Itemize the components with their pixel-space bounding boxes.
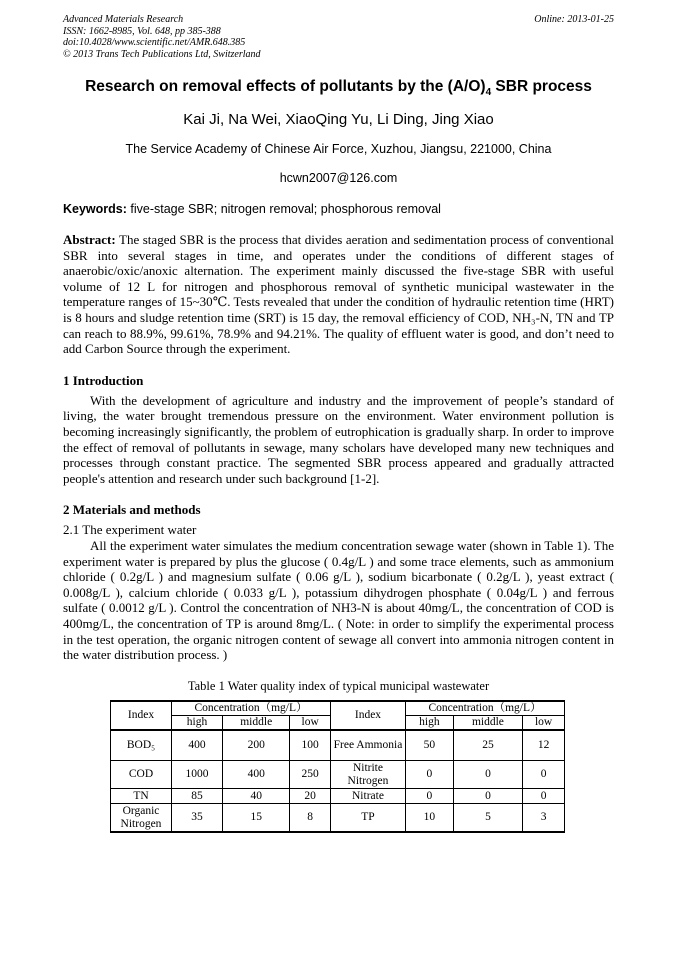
value-cell: 1000 [172,761,223,789]
value-cell: 12 [523,730,565,761]
value-cell: 8 [290,804,331,832]
index-header-right: Index [330,701,405,730]
copyright-line: © 2013 Trans Tech Publications Ltd, Switzerland [63,48,261,60]
value-cell: 50 [405,730,453,761]
online-date: Online: 2013-01-25 [534,14,614,25]
row-index-left: TN [111,789,172,804]
table-row [111,761,565,789]
paper-title: Research on removal effects of pollutants by the $(A/O)_4$ SBR process [85,78,592,99]
row-index-left: BOD₅ [111,730,172,761]
section-heading-materials: 2 Materials and methods [63,502,201,518]
row-index-right: Nitrite Nitrogen [330,761,405,789]
level-low: low [290,715,331,730]
table-row [111,789,565,804]
subsection-heading-water: 2.1 The experiment water [63,522,197,538]
value-cell: 0 [453,761,522,789]
value-cell: 35 [172,804,223,832]
doi-line: doi:10.4028/www.scientific.net/AMR.648.385 [63,37,246,48]
value-cell: 10 [405,804,453,832]
value-cell: 85 [172,789,223,804]
value-cell: 25 [453,730,522,761]
level-high: high [172,715,223,730]
table-caption: Table 1 Water quality index of typical municipal wastewater [187,678,490,693]
abstract-label: Abstract: [63,232,116,248]
contact-email[interactable]: hcwn2007@126.com [279,171,398,186]
journal-header [63,14,614,64]
experiment-water-paragraph: All the experiment water simulates the medium concentration sewage water (shown in Table 1). The experiment water is prepared by plus the glucose ( 0.4g/L ) and some trace elements, such as ammonium chloride ( 0.2g/L ) and magnesium sulfate ( 0.06 g/L ), sodium bicarbonate ( 0.2g/L ), yeast extract ( 0.008g/L ), calcium chloride ( 0.033 g/L ), potassium dihydrogen phosphate ( 0.04g/L ) and ferrous sulfate ( 0.0012 g/L ). Control the concentration of NH3-N is about 40mg/L, the concentration of COD is 400mg/L, the concentration of TP is around 8mg/L. ( Note: in order to simplify the experimental process in the test operation, the organic nitrogen content of sewage all convert into ammonia nitrogen content in the water distribution process. ) [63,538,614,663]
value-cell: 250 [290,761,331,789]
introduction-paragraph: With the development of agriculture and industry and the improvement of people’s standard of living, the water brought tremendous pressure on the environment. Water environment pollution is becoming increasingly significantly, the problem of eutrophication is gradually sharp. In order to improve the effect of removal of pollutants in sewage, many scholars have developed many new techniques and processes through constant practice. The segmented SBR process appeared and gradually attracted people's attention and research under such background [1-2]. [63,392,614,486]
value-cell: 0 [405,789,453,804]
table-row [111,730,565,761]
value-cell: 200 [223,730,290,761]
value-cell: 0 [405,761,453,789]
row-index-right: Nitrate [330,789,405,804]
row-index-left: COD [111,761,172,789]
concentration-header-left: Concentration（mg/L） [172,701,331,716]
value-cell: 0 [523,761,565,789]
keywords-label: Keywords: [63,202,127,217]
affiliation: The Service Academy of Chinese Air Force, Xuzhou, Jiangsu, 221000, China [125,142,552,157]
value-cell: 0 [523,789,565,804]
issn-line: ISSN: 1662-8985, Vol. 648, pp 385-388 [63,25,221,37]
row-index-left: Organic Nitrogen [111,804,172,832]
section-heading-introduction: 1 Introduction [63,372,144,388]
abstract: Abstract: The staged SBR is the process that divides aeration and sedimentation process of conventional SBR into several stages in time, and operates under the conditions of different stages of anaerobic/oxic/anoxic alternation. The experiment mainly discussed the five-stage SBR with useful volume of 12 L for nitrogen and phosphorous removal of synthetic municipal wastewater in the temperature ranges of 15~30℃. Tests revealed that under the condition of hydraulic retention time (HRT) is 8 hours and sludge retention time (SRT) is 15 day, the removal efficiency of COD, NH₃-N, TN and TP can reach to 88.9%, 99.61%, 78.9% and 94.21%. The quality of effluent water is good, and don’t need to add Carbon Source through the experiment. [63,232,614,357]
value-cell: 40 [223,789,290,804]
table-header-row [111,701,565,716]
index-header-left: Index [111,701,172,730]
water-quality-table [110,700,565,833]
row-index-right: Free Ammonia [330,730,405,761]
concentration-header-right: Concentration（mg/L） [405,701,564,716]
value-cell: 100 [290,730,331,761]
level-middle: middle [223,715,290,730]
value-cell: 400 [223,761,290,789]
author-list: Kai Ji, Na Wei, XiaoQing Yu, Li Ding, Jing Xiao [183,111,494,129]
table-row [111,804,565,832]
value-cell: 15 [223,804,290,832]
paper-page [63,14,614,833]
value-cell: 3 [523,804,565,832]
level-low: low [523,715,565,730]
level-middle: middle [453,715,522,730]
value-cell: 400 [172,730,223,761]
value-cell: 20 [290,789,331,804]
value-cell: 0 [453,789,522,804]
level-high: high [405,715,453,730]
value-cell: 5 [453,804,522,832]
keywords: Keywords: five-stage SBR; nitrogen removal; phosphorous removal [63,202,441,217]
journal-name: Advanced Materials Research [63,14,184,25]
row-index-right: TP [330,804,405,832]
